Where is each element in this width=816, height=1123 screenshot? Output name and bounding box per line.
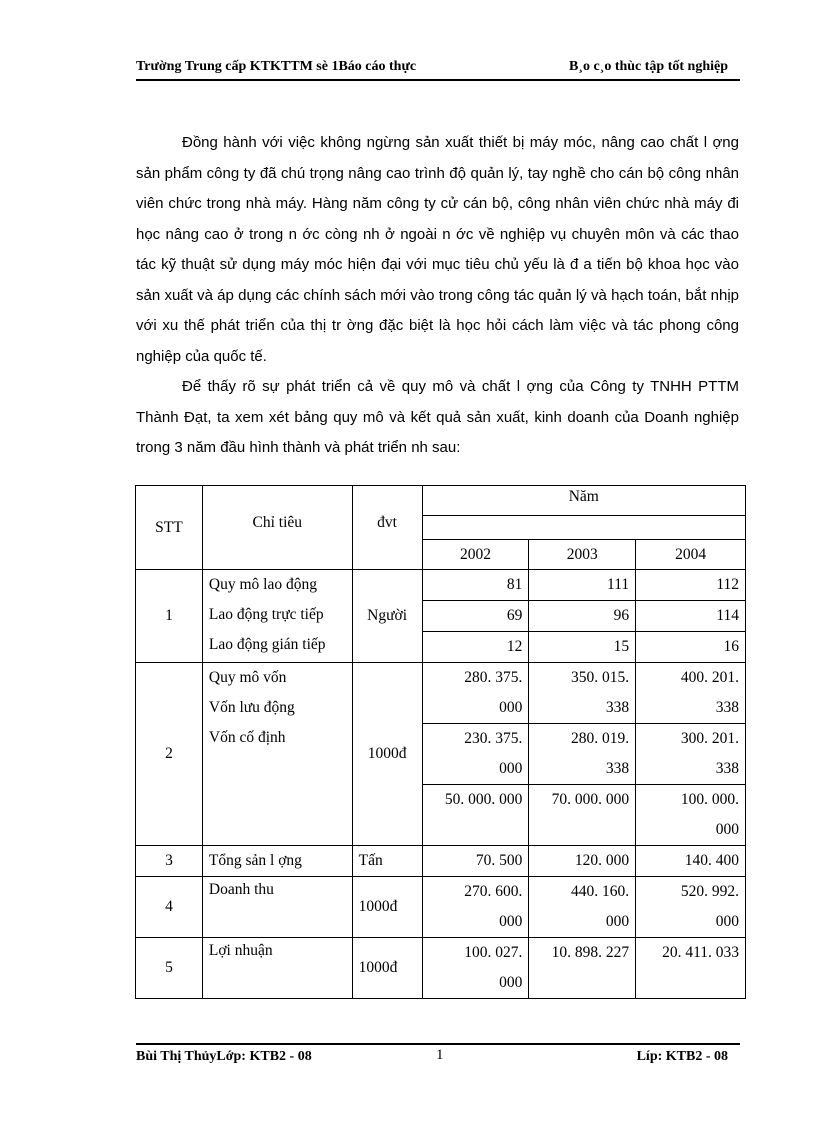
cell: 70. 000. 000 — [529, 785, 636, 846]
labels-2 — [202, 663, 352, 846]
cell: 280. 019. 338 — [529, 724, 636, 785]
header-dvt: đvt — [352, 486, 422, 570]
stt-4: 4 — [136, 877, 203, 938]
stt-2: 2 — [136, 663, 203, 846]
body-text — [136, 128, 739, 464]
cell: 10. 898. 227 — [529, 938, 636, 999]
unit-1: Người — [352, 570, 422, 663]
label-quy-mo-lao-dong: Quy mô lao động — [208, 576, 317, 593]
cell: 12 — [422, 632, 529, 663]
cell: 69 — [422, 601, 529, 632]
cell: 114 — [636, 601, 746, 632]
unit-2: 1000đ — [352, 663, 422, 846]
paragraph-2: Để thấy rõ sự phát triển cả về quy mô và chất l ợng của Công ty TNHH PTTM Thành Đạt, ta xem xét bảng quy mô và kết quả sản xuất, kinh doanh của Doanh nghiệp trong 3 năm đầu hình thành và phát triển nh sau: — [136, 378, 739, 456]
cell: 520. 992. 000 — [636, 877, 746, 938]
unit-3: Tấn — [352, 846, 422, 877]
label-loi-nhuan: Lợi nhuận — [202, 938, 352, 999]
page-header — [136, 59, 740, 81]
cell: 120. 000 — [529, 846, 636, 877]
cell: 440. 160. 000 — [529, 877, 636, 938]
paragraph-1: Đồng hành với việc không ngừng sản xuất thiết bị máy móc, nâng cao chất l ợng sản phẩm công ty đã chú trọng nâng cao trình độ quản lý, tay nghề cho cán bộ công nhân viên chức trong nhà máy. Hàng năm công ty cử cán bộ, công nhân viên chức nhà máy đi học nâng cao ở trong n ớc còng nh ở ngoài n ớc về nghiệp vụ chuyên môn và các thao tác kỹ thuật sử dụng máy móc hiện đại với mục tiêu chủ yếu là đ a tiến bộ khoa học vào sản xuất và áp dụng các chính sách mới vào trong công tác quản lý và hạch toán, bắt nhịp với xu thế phát triển của thị tr ờng đặc biệt là học hỏi cách làm việc và tác phong công nghiệp của quốc tế. — [136, 134, 739, 365]
year-2004: 2004 — [636, 540, 746, 570]
header-left: Trường Trung cấp KTKTTM sè 1Báo cáo thực — [136, 59, 417, 74]
labels-1 — [202, 570, 352, 663]
cell: 400. 201. 338 — [636, 663, 746, 724]
unit-5: 1000đ — [352, 938, 422, 999]
page-number: 1 — [436, 1047, 444, 1063]
page-footer — [136, 1043, 740, 1067]
year-2002: 2002 — [422, 540, 529, 570]
unit-4: 1000đ — [352, 877, 422, 938]
header-right: B¸o c¸o thùc tập tốt nghiệp — [568, 59, 728, 74]
cell: 300. 201. 338 — [636, 724, 746, 785]
cell: 100. 027. 000 — [422, 938, 529, 999]
cell: 50. 000. 000 — [422, 785, 529, 846]
cell: 15 — [529, 632, 636, 663]
data-table — [135, 485, 746, 999]
stt-1: 1 — [136, 570, 203, 663]
label-tong-san-luong: Tổng sản l ợng — [202, 846, 352, 877]
cell: 112 — [636, 570, 746, 601]
cell: 230. 375. 000 — [422, 724, 529, 785]
label-lao-dong-truc-tiep: Lao động trực tiếp — [208, 606, 324, 623]
cell: 350. 015. 338 — [529, 663, 636, 724]
stt-3: 3 — [136, 846, 203, 877]
footer-left: Bùi Thị ThủyLớp: KTB2 - 08 — [136, 1049, 312, 1064]
header-nam: Năm — [422, 486, 745, 516]
cell: 111 — [529, 570, 636, 601]
cell: 96 — [529, 601, 636, 632]
cell: 140. 400 — [636, 846, 746, 877]
cell: 20. 411. 033 — [636, 938, 746, 999]
cell: 100. 000. 000 — [636, 785, 746, 846]
cell: 70. 500 — [422, 846, 529, 877]
header-spacer — [422, 516, 745, 540]
label-lao-dong-gian-tiep: Lao động gián tiếp — [208, 636, 326, 653]
label-von-luu-dong: Vốn lưu động — [208, 699, 295, 716]
footer-right: Líp: KTB2 - 08 — [636, 1049, 728, 1064]
label-von-co-dinh: Vốn cố định — [208, 729, 286, 746]
header-chitieu: Chỉ tiêu — [202, 486, 352, 570]
header-stt: STT — [136, 486, 203, 570]
cell: 270. 600. 000 — [422, 877, 529, 938]
cell: 16 — [636, 632, 746, 663]
year-2003: 2003 — [529, 540, 636, 570]
label-doanh-thu: Doanh thu — [202, 877, 352, 938]
stt-5: 5 — [136, 938, 203, 999]
label-quy-mo-von: Quy mô vốn — [208, 669, 287, 686]
cell: 280. 375. 000 — [422, 663, 529, 724]
cell: 81 — [422, 570, 529, 601]
